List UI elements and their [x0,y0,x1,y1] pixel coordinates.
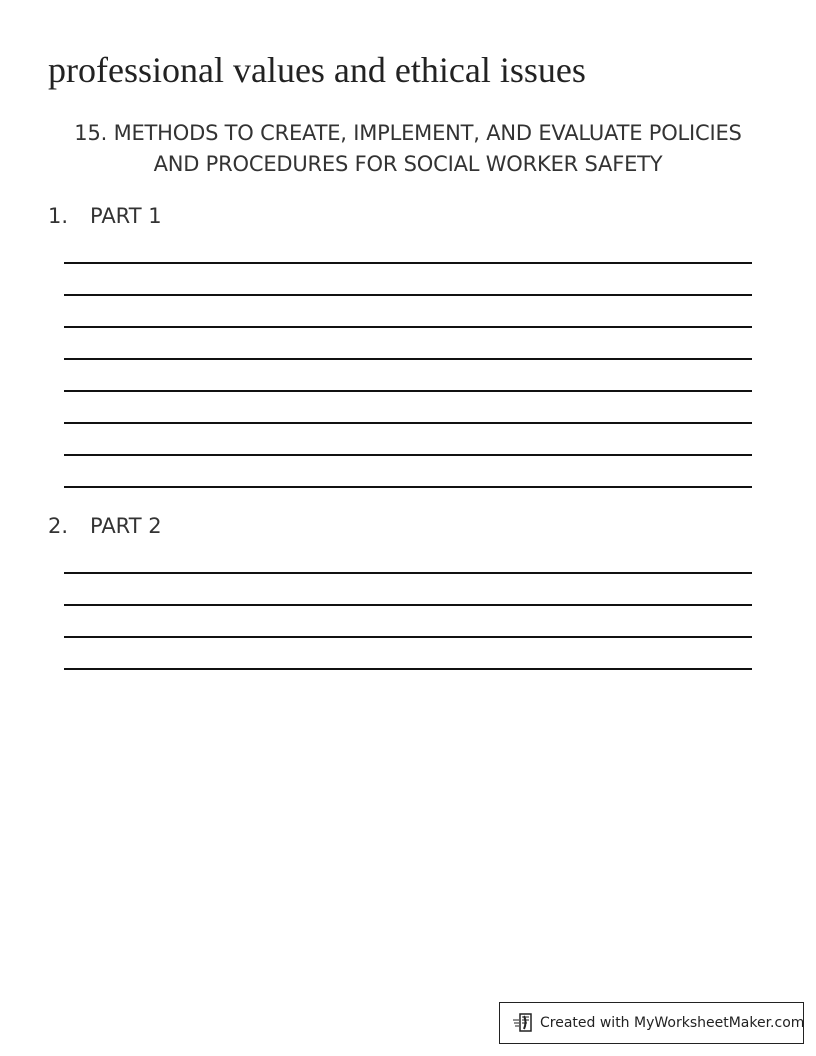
answer-line[interactable] [64,604,752,606]
answer-line[interactable] [64,358,752,360]
question-label: PART 1 [90,204,162,228]
answer-line[interactable] [64,294,752,296]
question-heading [48,118,768,180]
question-heading-line-1: 15. METHODS TO CREATE, IMPLEMENT, AND EVALUATE POLICIES [74,121,742,145]
answer-line[interactable] [64,486,752,488]
answer-line[interactable] [64,668,752,670]
answer-line[interactable] [64,422,752,424]
answer-line[interactable] [64,390,752,392]
answer-line[interactable] [64,454,752,456]
answer-line[interactable] [64,326,752,328]
question-heading-line-2: AND PROCEDURES FOR SOCIAL WORKER SAFETY [153,152,663,176]
footer-credit-text: Created with MyWorksheetMaker.com [540,1015,805,1031]
page-title: professional values and ethical issues [48,50,586,90]
worksheet-maker-logo-icon [512,1012,534,1034]
question-number: 1. [48,204,69,228]
question-part-1 [48,202,162,230]
footer-credit-badge[interactable] [499,1002,804,1044]
answer-line[interactable] [64,262,752,264]
answer-line[interactable] [64,636,752,638]
answer-line[interactable] [64,572,752,574]
question-number: 2. [48,514,69,538]
question-label: PART 2 [90,514,162,538]
question-part-2 [48,512,162,540]
